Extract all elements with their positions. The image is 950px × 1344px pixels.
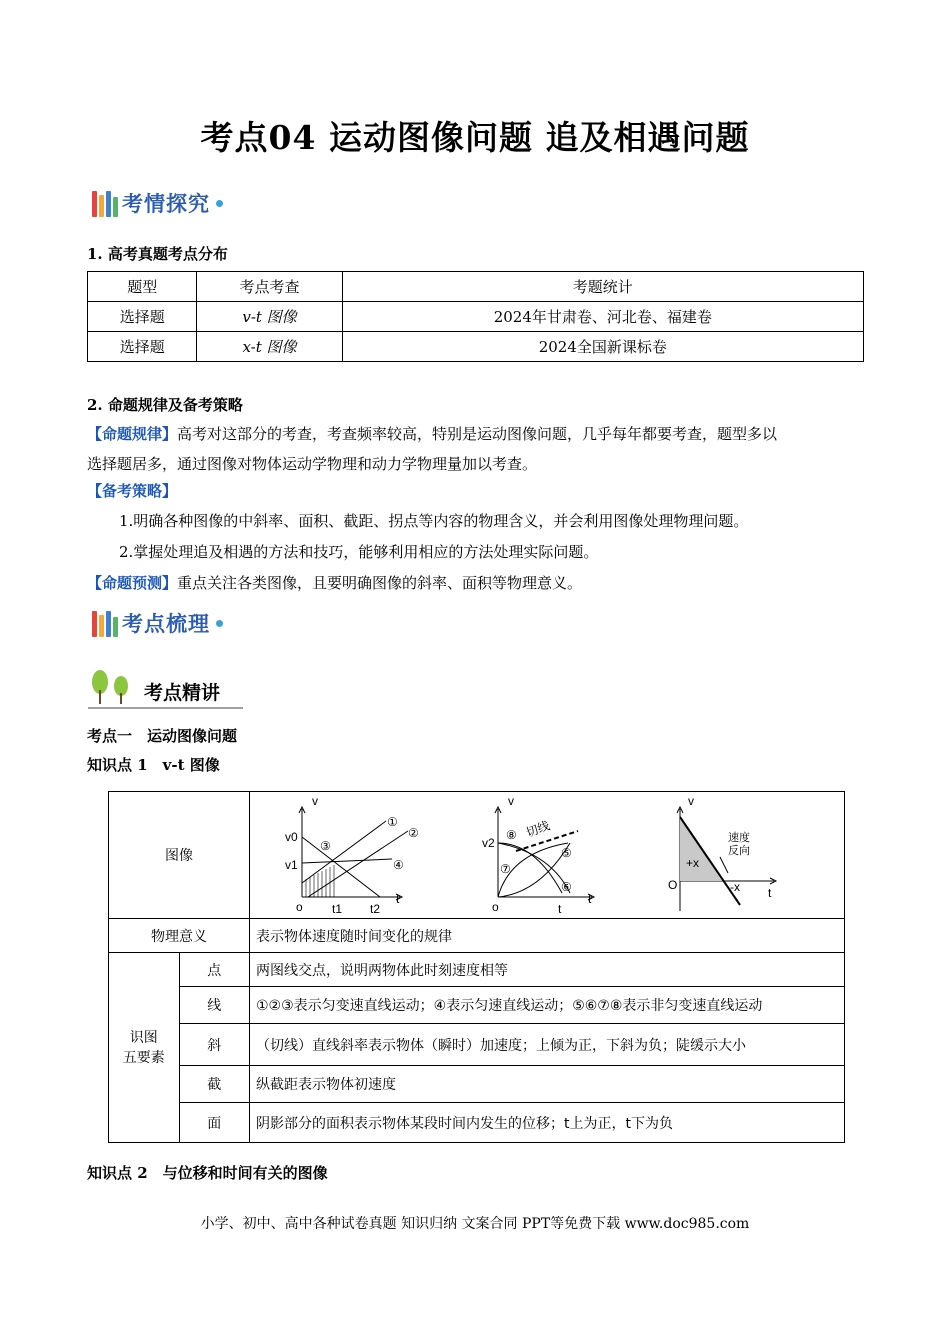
graph3-note2: 反向 [728,844,750,857]
graph2-tangent: 切线 [524,817,552,840]
element-key: 截 [179,1066,250,1103]
books-icon [92,609,118,637]
graph1-v1: v1 [285,857,298,872]
table-cell: 选择题 [88,302,197,332]
graph1-c2: ② [408,825,419,840]
exam-stat-table [87,271,864,362]
table-cell: 2024全国新课标卷 [342,332,863,362]
table-cell: v-t 图像 [197,302,342,332]
graph1-t1: t1 [332,901,343,916]
graph1-c3: ③ [320,838,331,853]
graph1-t2: t2 [370,901,381,916]
five-elements-label [109,953,180,1143]
graph1-c4: ④ [393,857,404,872]
point-heading: 考点一 运动图像问题 [87,727,238,745]
element-value: （切线）直线斜率表示物体（瞬时）加速度；上倾为正，下斜为负；陡缓示大小 [250,1024,845,1066]
graph3-plus-x: +x [686,855,700,870]
section-banner-points [92,608,223,638]
knowledge-heading: 知识点 2 与位移和时间有关的图像 [87,1164,328,1182]
graph1-t: t [396,891,400,906]
vt-graph-table [108,791,845,1143]
element-key: 点 [179,953,250,987]
element-value: ①②③表示匀变速直线运动；④表示匀速直线运动；⑤⑥⑦⑧表示非匀变速直线运动 [250,987,845,1024]
graph2-v: v [508,793,514,808]
predict-tag: 【命题预测】 [87,574,178,592]
page-title: 考点04 运动图像问题 追及相遇问题 [200,118,750,157]
graph2-c8: ⑧ [506,827,517,842]
graph3-note1: 速度 [728,831,750,844]
rule-text: 高考对这部分的考查，考查频率较高，特别是运动图像问题，几乎每年都要考查，题型多以 [177,425,778,443]
element-key: 面 [179,1103,250,1143]
graph3-minus-x: -x [730,879,740,894]
graph-cell [250,792,845,919]
graph-1 [285,794,419,916]
five-label-1: 识图 [129,1029,158,1046]
table-header-row [88,272,864,302]
table-header: 考点考查 [197,272,342,302]
predict-text: 重点关注各类图像，且要明确图像的斜率、面积等物理意义。 [177,574,583,592]
table-cell: 2024年甘肃卷、河北卷、福建卷 [342,302,863,332]
vt-graphs [250,793,844,918]
graph2-t-axis: t [558,901,562,916]
graph1-c1: ① [387,814,398,829]
graph-3 [668,794,776,911]
element-key: 线 [179,987,250,1024]
knowledge-heading: 知识点 1 v-t 图像 [87,756,220,774]
five-label-2: 五要素 [122,1049,165,1066]
rule-tag: 【命题规律】 [87,425,178,443]
table-cell: x-t 图像 [197,332,342,362]
graph2-c7: ⑦ [500,861,511,876]
graph3-t: t [768,885,772,900]
element-value: 两图线交点，说明两物体此时刻速度相等 [250,953,845,987]
banner-label: 考情探究 [122,192,210,216]
table-header: 考题统计 [342,272,863,302]
graph2-v2: v2 [482,835,495,850]
table-row [88,332,864,362]
footer-text: 小学、初中、高中各种试卷真题 知识归纳 文案合同 PPT等免费下载 www.doc985.com [200,1216,750,1232]
graph2-c5: ⑤ [561,845,572,860]
section-heading: 1. 高考真题考点分布 [87,245,228,263]
element-key: 斜 [179,1024,250,1066]
graph3-o: O [668,877,678,892]
graph2-t: t [588,891,592,906]
graph-2 [482,794,594,916]
rule-text-cont: 选择题居多，通过图像对物体运动学物理和动力学物理量加以考查。 [87,455,538,473]
banner-label: 考点梳理 [122,612,210,636]
graph3-v: v [688,793,694,808]
element-value: 纵截距表示物体初速度 [250,1066,845,1103]
table-cell: 选择题 [88,332,197,362]
section-banner-detail [88,668,248,712]
predict-paragraph [87,568,582,598]
graph2-c6: ⑥ [561,879,572,894]
graph1-v0: v0 [285,829,298,844]
image-label: 图像 [109,792,250,919]
table-header: 题型 [88,272,197,302]
table-row [88,302,864,332]
element-value: 阴影部分的面积表示物体某段时间内发生的位移；t上为正，t下为负 [250,1103,845,1143]
graph1-o: o [296,899,303,914]
banner-label: 考点精讲 [144,682,221,704]
strategy-item: 1.明确各种图像的中斜率、面积、截距、拐点等内容的物理含义，并会利用图像处理物理问题。 [119,512,749,530]
section-banner-exam-analysis [92,188,223,218]
strategy-tag: 【备考策略】 [87,482,178,500]
rule-paragraph [87,419,867,479]
meaning-label: 物理意义 [109,919,250,953]
graph2-o: o [492,899,499,914]
strategy-item: 2.掌握处理追及相遇的方法和技巧，能够利用相应的方法处理实际问题。 [119,543,599,561]
books-icon [92,189,118,217]
meaning-text: 表示物体速度随时间变化的规律 [250,919,845,953]
section-heading: 2. 命题规律及备考策略 [87,396,243,414]
graph1-v: v [312,793,318,808]
